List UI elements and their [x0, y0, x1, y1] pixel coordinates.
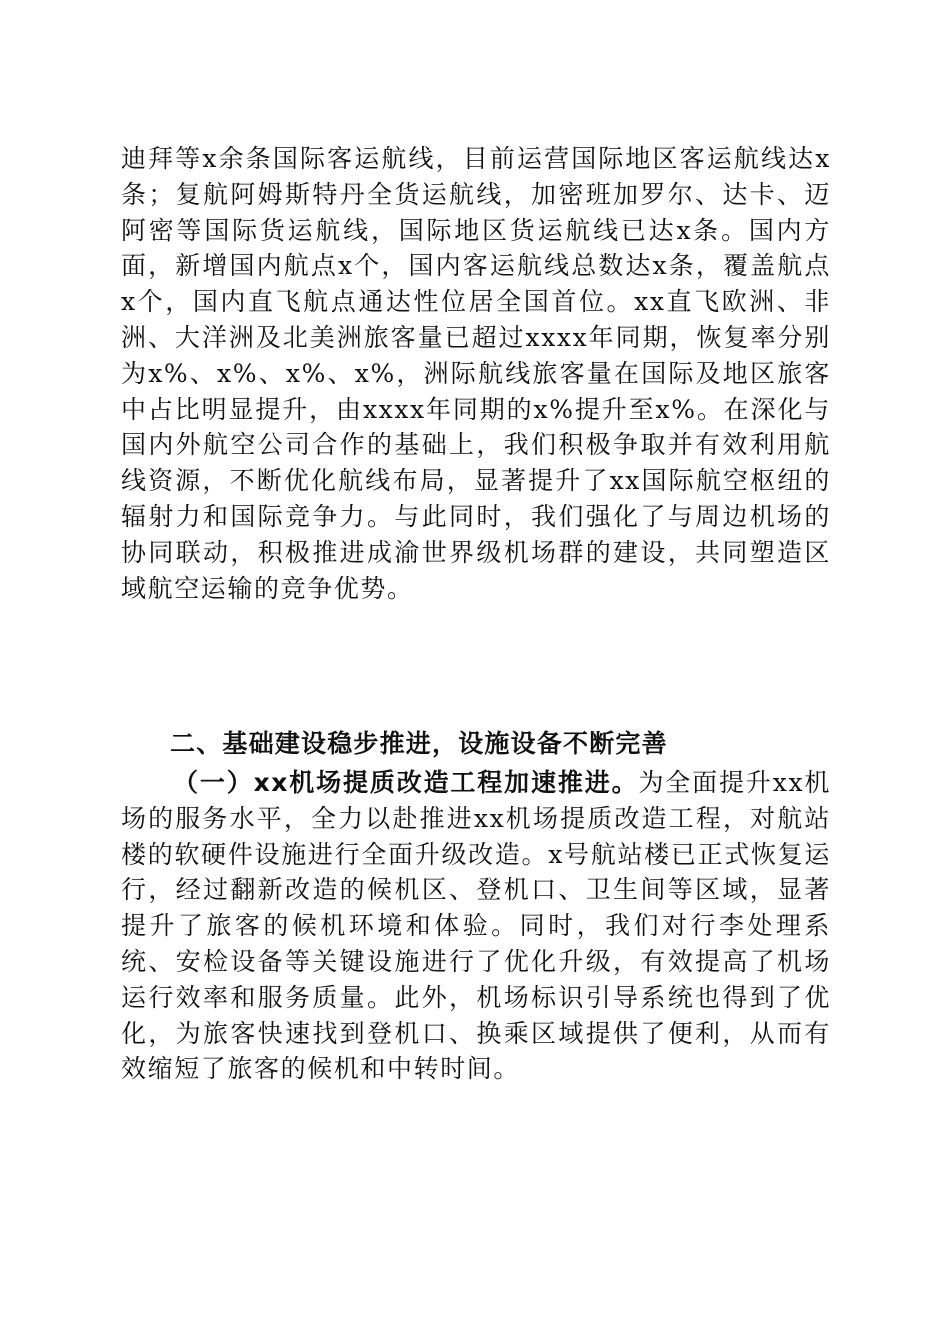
subsection-lead: （一）xx机场提质改造工程加速推进。 [173, 768, 639, 797]
body-paragraph-airport-upgrade [121, 765, 831, 1087]
subsection-body: 为全面提升xx机场的服务水平，全力以赴推进xx机场提质改造工程，对航站楼的软硬件设施进行全面升级改造。x号航站楼已正式恢复运行，经过翻新改造的候机区、登机口、卫生间等区域，显著提升了旅客的候机环境和体验。同时，我们对行李处理系统、安检设备等关键设施进行了优化升级，有效提高了机场运行效率和服务质量。此外，机场标识引导系统也得到了优化，为旅客快速找到登机口、换乘区域提供了便利，从而有效缩短了旅客的候机和中转时间。 [121, 768, 832, 1084]
body-paragraph-routes: 迪拜等x余条国际客运航线，目前运营国际地区客运航线达x条；复航阿姆斯特丹全货运航线，加密班加罗尔、达卡、迈阿密等国际货运航线，国际地区货运航线已达x条。国内方面，新增国内航点x个，国内客运航线总数达x条，覆盖航点x个，国内直飞航点通达性位居全国首位。xx直飞欧洲、非洲、大洋洲及北美洲旅客量已超过xxxx年同期，恢复率分别为x%、x%、x%、x%，洲际航线旅客量在国际及地区旅客中占比明显提升，由xxxx年同期的x%提升至x%。在深化与国内外航空公司合作的基础上，我们积极争取并有效利用航线资源，不断优化航线布局，显著提升了xx国际航空枢纽的辐射力和国际竞争力。与此同时，我们强化了与周边机场的协同联动，积极推进成渝世界级机场群的建设，共同塑造区域航空运输的竞争优势。 [121, 144, 831, 603]
section-heading: 二、基础建设稳步推进，设施设备不断完善 [170, 729, 668, 758]
